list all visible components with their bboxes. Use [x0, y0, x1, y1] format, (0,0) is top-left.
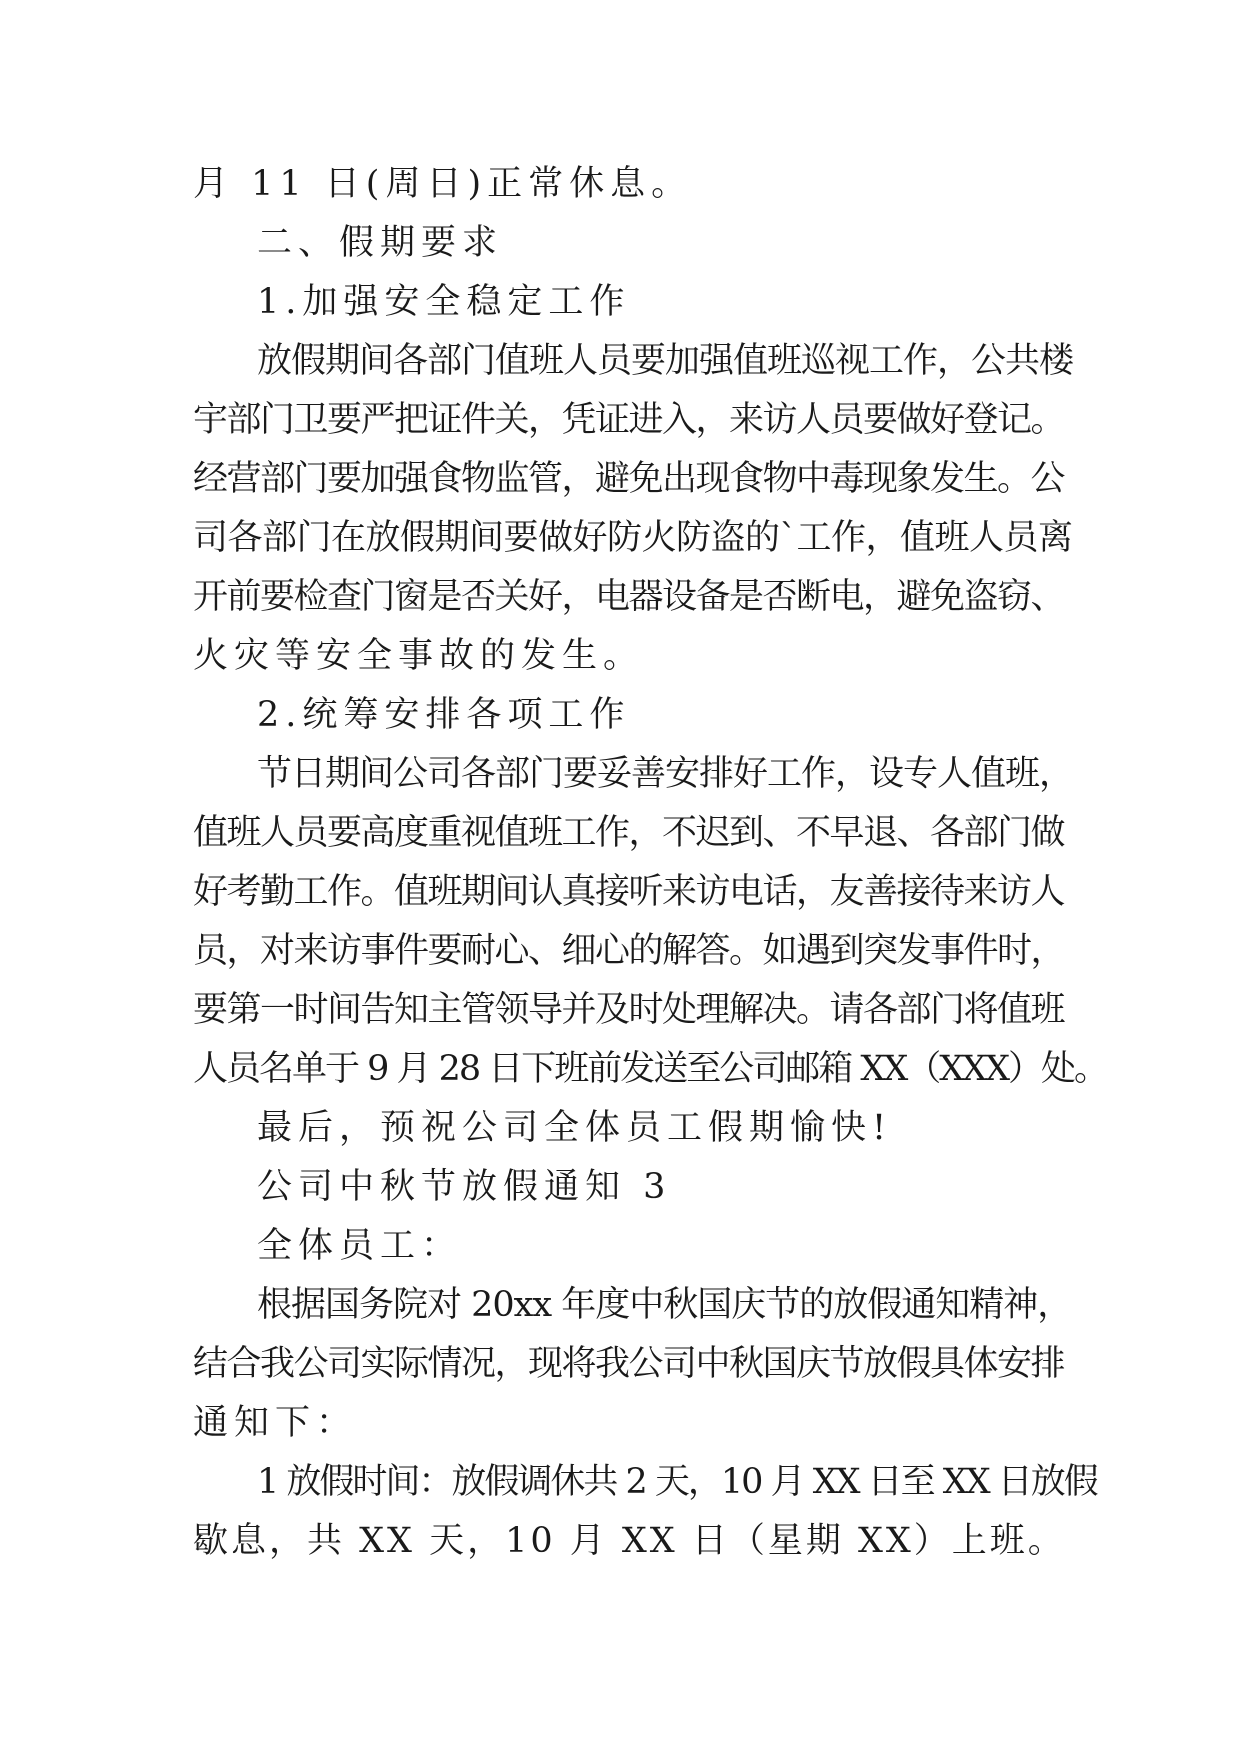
text-line-5: 宇部门卫要严把证件关，凭证进入，来访人员要做好登记。	[193, 400, 1065, 440]
text-line-14: 员，对来访事件要耐心、细心的解答。如遇到突发事件时，	[193, 931, 1065, 971]
text-line-9: 火灾等安全事故的发生。	[193, 636, 645, 676]
subheading-arrangements: 2.统筹安排各项工作	[257, 695, 631, 735]
text-line-20: 根据国务院对 20xx 年度中秋国庆节的放假通知精神，	[257, 1285, 1072, 1325]
text-line-13: 好考勤工作。值班期间认真接听来访电话，友善接待来访人	[193, 872, 1065, 912]
salutation: 全体员工：	[257, 1226, 463, 1266]
section-heading-holiday-requirements: 二、假期要求	[257, 223, 504, 263]
text-line-17: 最后，预祝公司全体员工假期愉快!	[257, 1108, 893, 1148]
text-line-24: 歇息，共 XX 天，10 月 XX 日（星期 XX）上班。	[193, 1521, 1066, 1561]
text-line-8: 开前要检查门窗是否关好，电器设备是否断电，避免盗窃、	[193, 577, 1065, 617]
text-line-16: 人员名单于 9 月 28 日下班前发送至公司邮箱 XX（XXX）处。	[193, 1049, 1108, 1089]
text-line-4: 放假期间各部门值班人员要加强值班巡视工作，公共楼	[257, 341, 1074, 381]
text-line-6: 经营部门要加强食物监管，避免出现食物中毒现象发生。公	[193, 459, 1065, 499]
text-line-15: 要第一时间告知主管领导并及时处理解决。请各部门将值班	[193, 990, 1065, 1030]
text-line-22: 通知下：	[193, 1403, 358, 1443]
text-line-1: 月 11 日(周日)正常休息。	[193, 164, 693, 204]
text-line-12: 值班人员要高度重视值班工作，不迟到、不早退、各部门做	[193, 813, 1065, 853]
notice-title-3: 公司中秋节放假通知 3	[257, 1167, 672, 1207]
text-line-11: 节日期间公司各部门要妥善安排好工作，设专人值班，	[257, 754, 1074, 794]
text-line-7: 司各部门在放假期间要做好防火防盗的`工作，值班人员离	[193, 518, 1073, 558]
text-line-23: 1 放假时间：放假调休共 2 天，10 月 XX 日至 XX 日放假	[257, 1462, 1097, 1502]
text-line-21: 结合我公司实际情况，现将我公司中秋国庆节放假具体安排	[193, 1344, 1065, 1384]
document-page	[193, 155, 1108, 1571]
subheading-safety: 1.加强安全稳定工作	[257, 282, 631, 322]
